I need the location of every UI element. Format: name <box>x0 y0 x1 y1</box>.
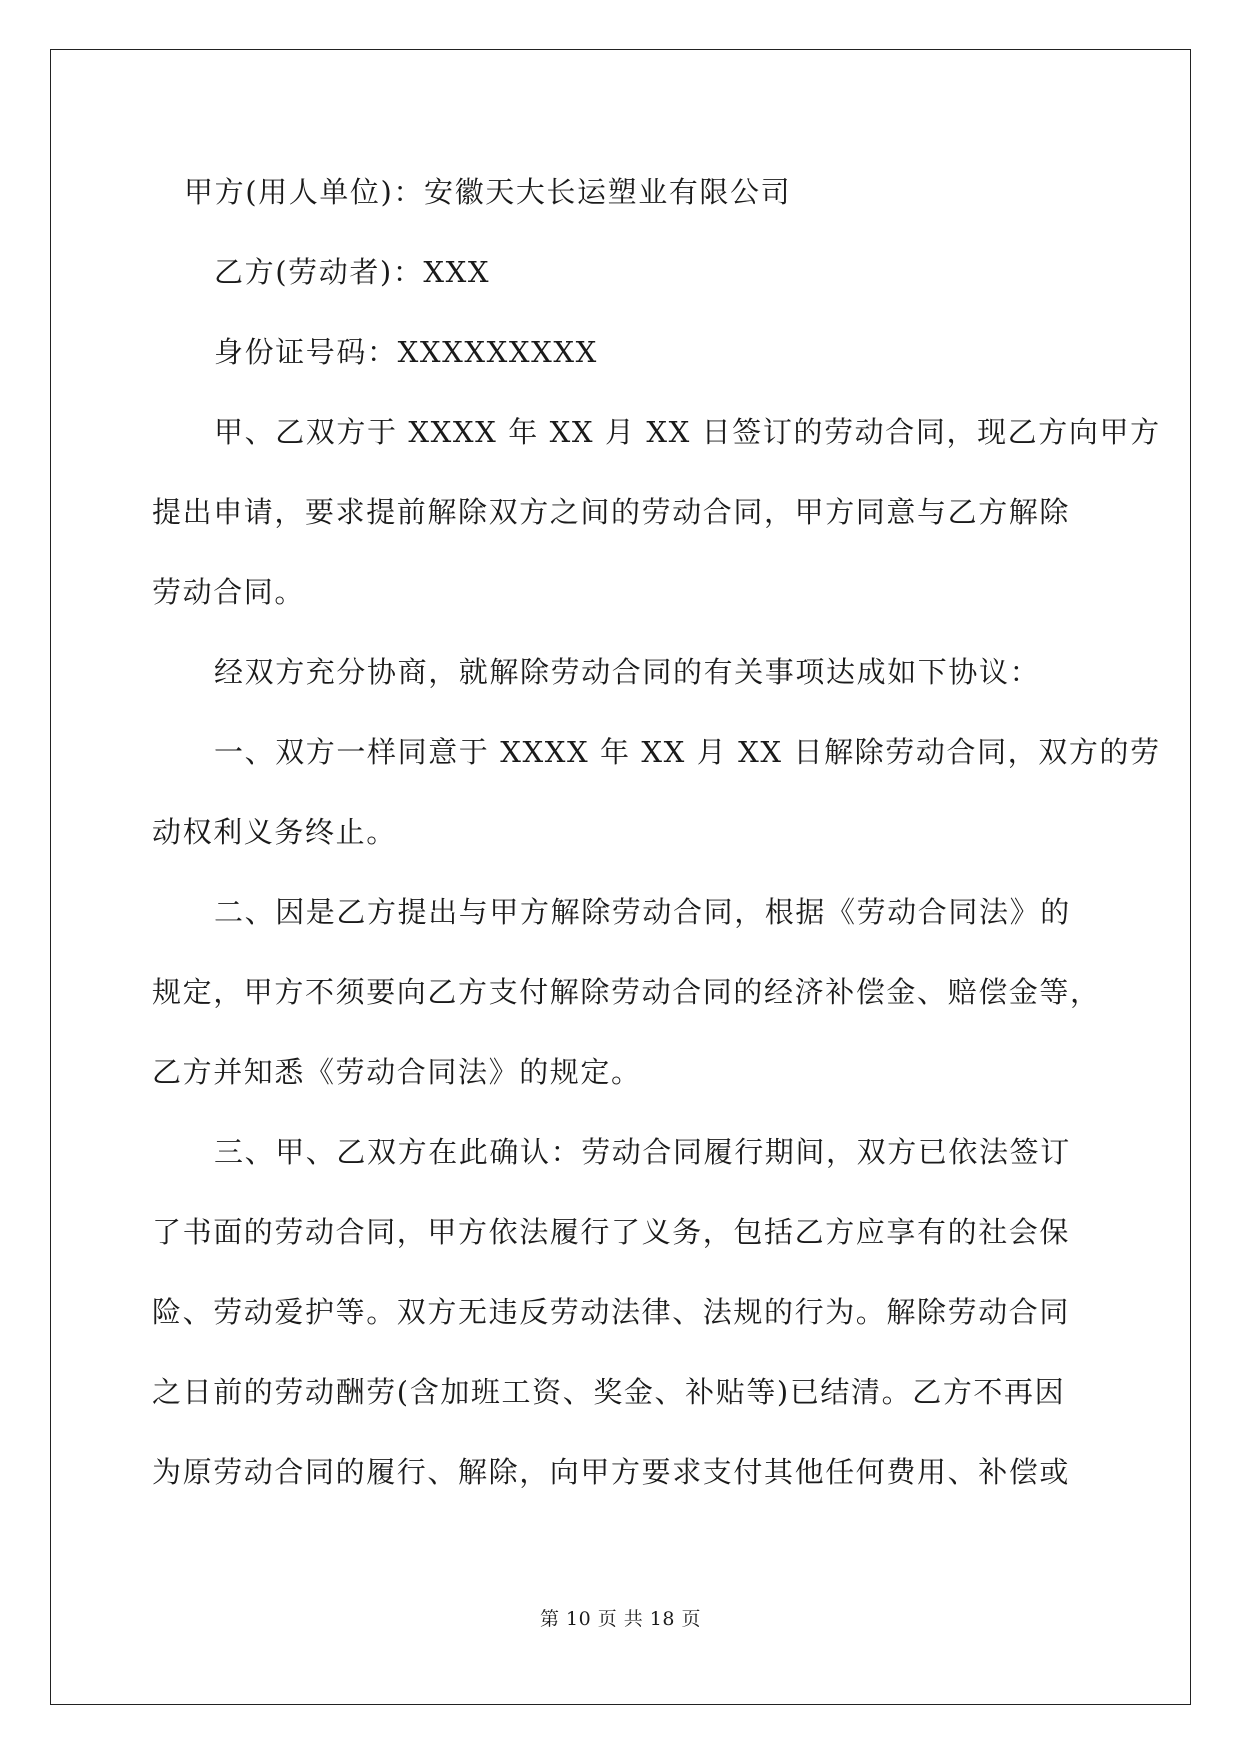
page-number: 第 10 页 共 18 页 <box>539 1608 702 1630</box>
clause-three-line: 险、劳动爱护等。双方无违反劳动法律、法规的行为。解除劳动合同 <box>152 1295 1071 1329</box>
clause-one-line: 动权利义务终止。 <box>152 815 397 849</box>
clause-one-line: 一、双方一样同意于 XXXX 年 XX 月 XX 日解除劳动合同，双方的劳 <box>214 735 1161 769</box>
paragraph-line: 提出申请，要求提前解除双方之间的劳动合同，甲方同意与乙方解除 <box>152 495 1071 529</box>
clause-two-line: 二、因是乙方提出与甲方解除劳动合同，根据《劳动合同法》的 <box>214 895 1071 929</box>
clause-two-line: 规定，甲方不须要向乙方支付解除劳动合同的经济补偿金、赔偿金等， <box>152 975 1101 1009</box>
clause-three-line: 为原劳动合同的履行、解除，向甲方要求支付其他任何费用、补偿或 <box>152 1455 1071 1489</box>
paragraph-line: 经双方充分协商，就解除劳动合同的有关事项达成如下协议： <box>214 655 1041 689</box>
clause-two-line: 乙方并知悉《劳动合同法》的规定。 <box>152 1055 642 1089</box>
paragraph-line: 甲、乙双方于 XXXX 年 XX 月 XX 日签订的劳动合同，现乙方向甲方 <box>214 415 1161 449</box>
party-b-line: 乙方(劳动者)：XXX <box>214 255 491 289</box>
clause-three-line: 之日前的劳动酬劳(含加班工资、奖金、补贴等)已结清。乙方不再因 <box>152 1375 1066 1409</box>
party-a-line: 甲方(用人单位)：安徽天大长运塑业有限公司 <box>184 175 792 209</box>
id-number-line: 身份证号码：XXXXXXXXX <box>214 335 598 369</box>
clause-three-line: 了书面的劳动合同，甲方依法履行了义务，包括乙方应享有的社会保 <box>152 1215 1071 1249</box>
paragraph-line: 劳动合同。 <box>152 575 306 609</box>
clause-three-line: 三、甲、乙双方在此确认：劳动合同履行期间，双方已依法签订 <box>214 1135 1071 1169</box>
